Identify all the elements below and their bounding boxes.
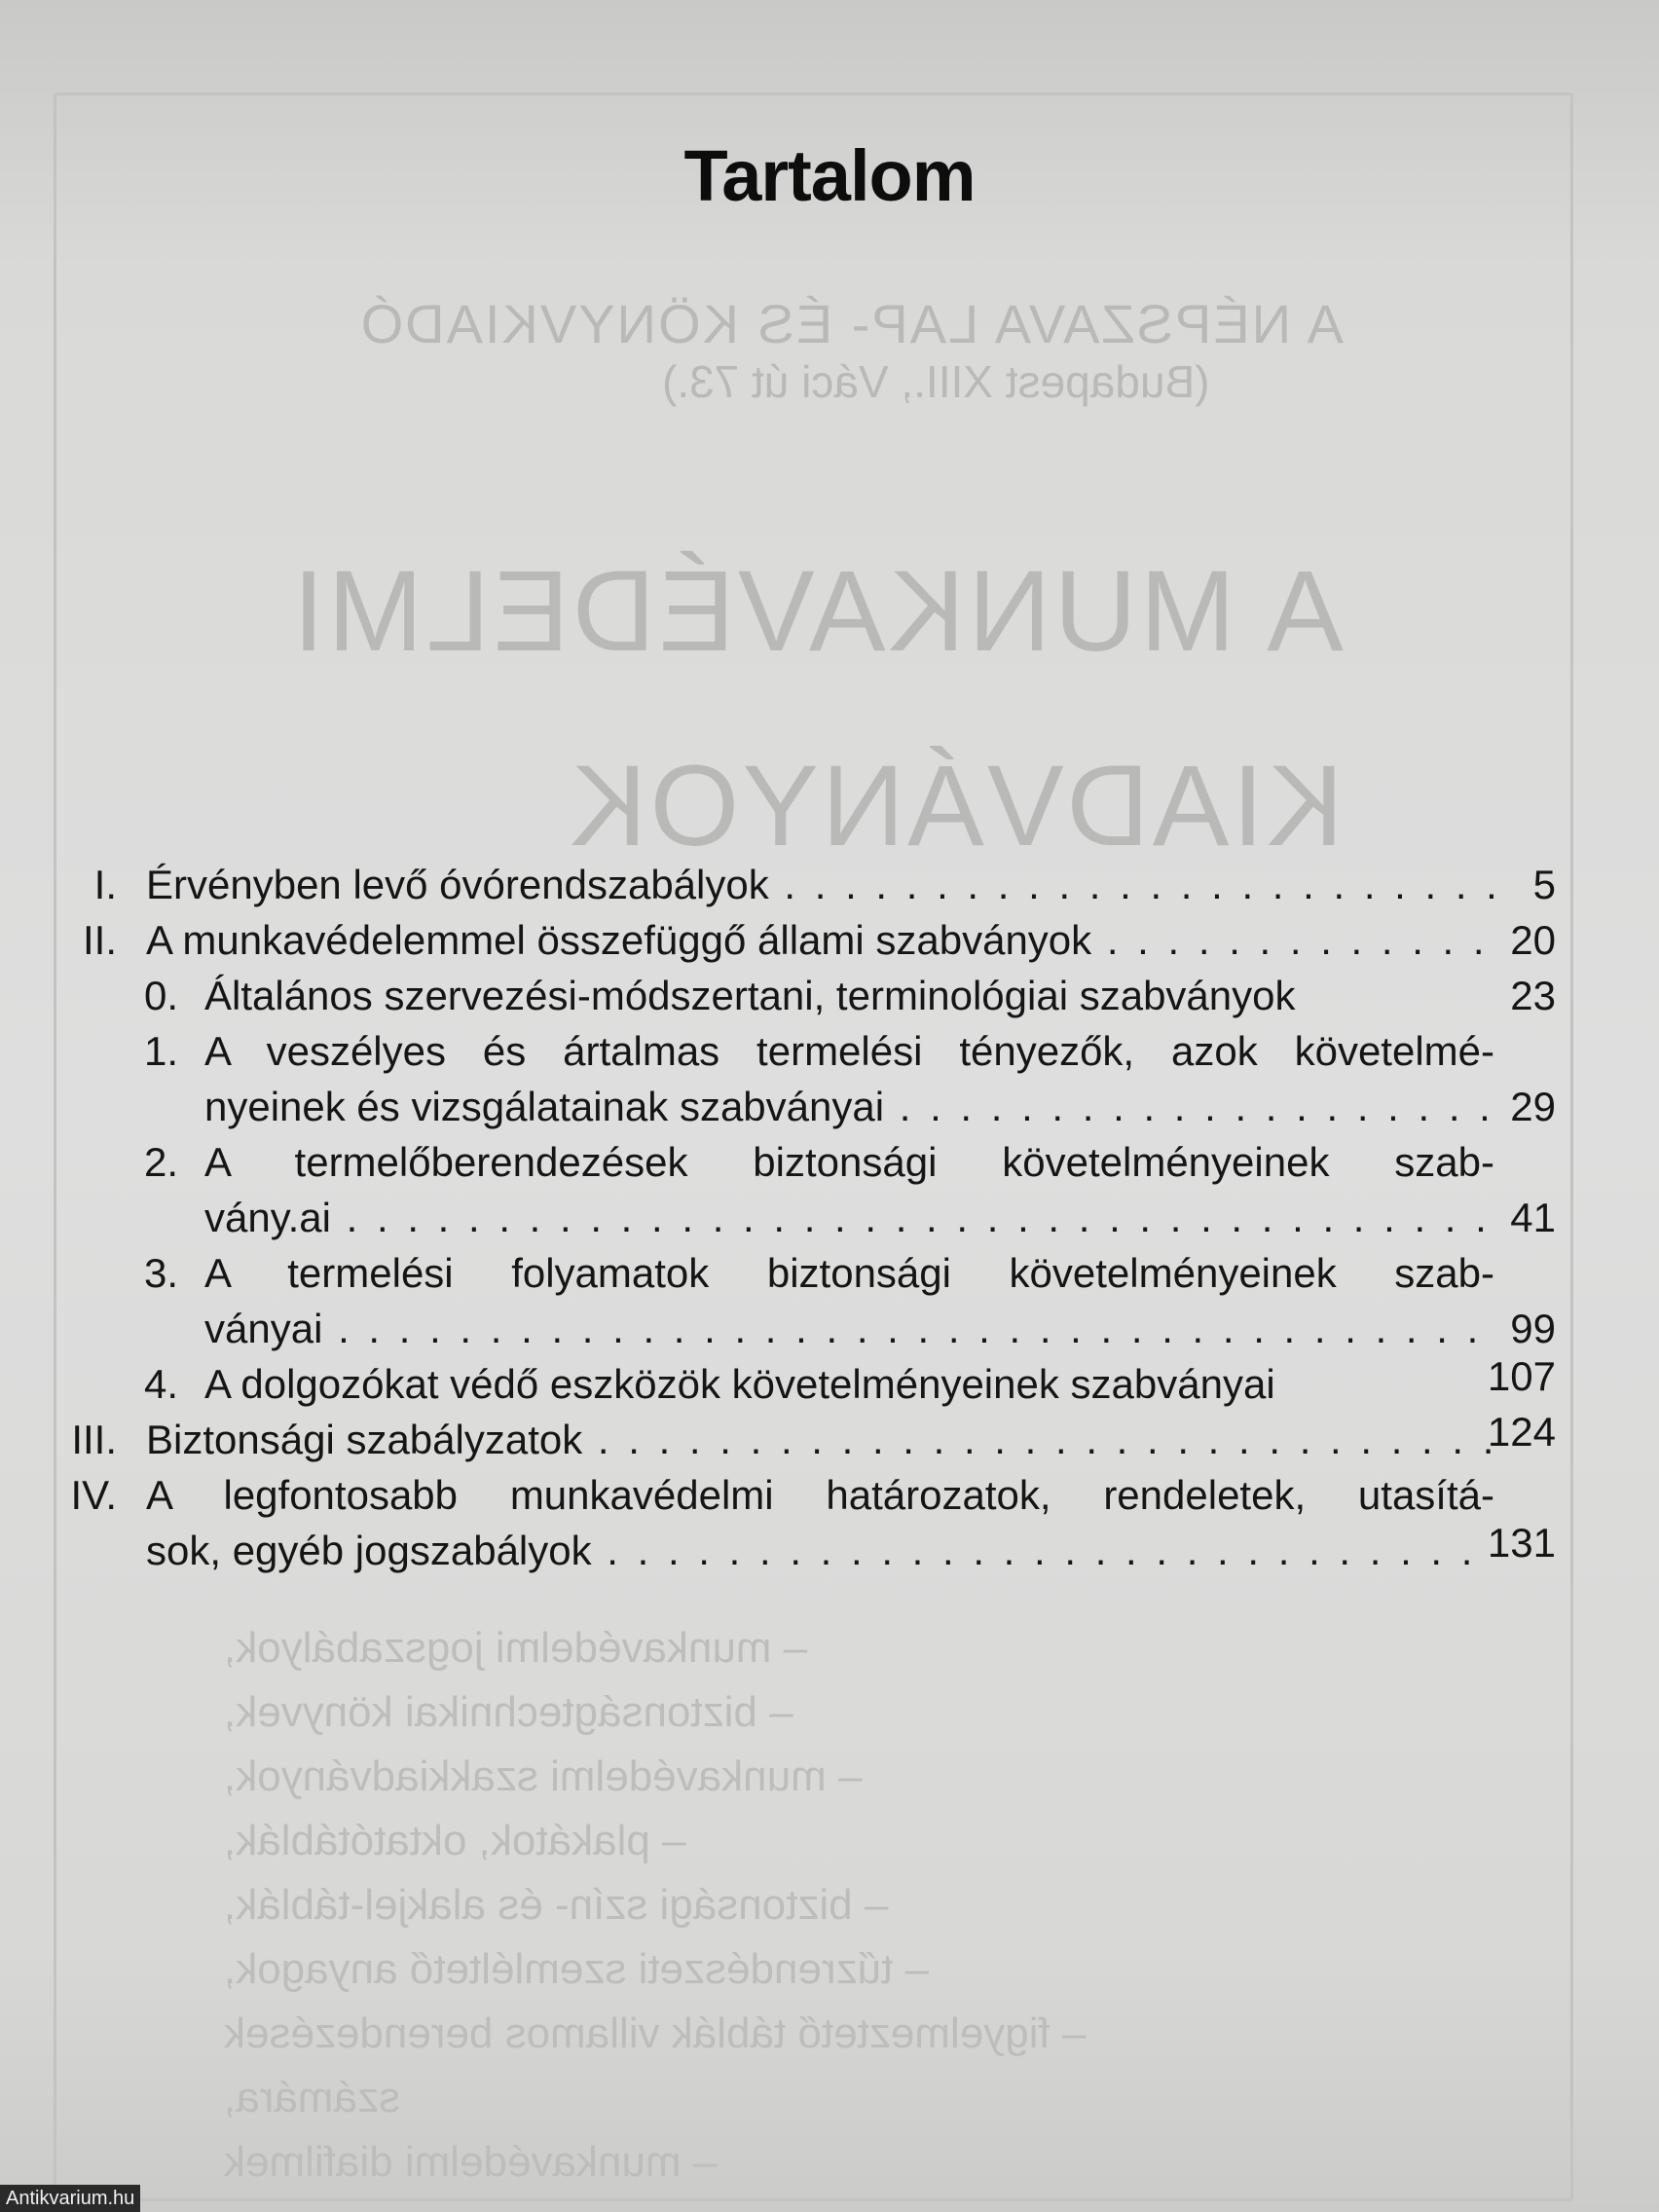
toc-entry-page: 20 [1510,917,1556,963]
toc-entry-page: 29 [1510,1084,1556,1129]
bleed-through-list-item: – biztonsági szín- és alakjel-táblák, [224,1881,889,1929]
toc-entry-title: Biztonsági szabályzatok . . . [146,1412,1494,1467]
toc-entry-number: III. [71,1417,117,1462]
bleed-through-publisher: A NÉPSZAVA LAP- ÉS KÖNYVKIADÓ [358,293,1344,354]
page-title: Tartalom [683,134,976,216]
bleed-through-list-item: – munkavédelmi jogszabályok, [224,1624,808,1672]
toc-entry-title-line-2: vány.ai . . . [204,1190,1494,1245]
toc-entry-number: 1. [144,1028,179,1074]
toc-entry-ii-2 [56,1134,1556,1245]
toc-entry-ii-0 [56,968,1556,1023]
toc-entry-page: 99 [1510,1306,1556,1351]
bleed-through-list-item: – tűzrendészeti szemléltető anyagok, [224,1945,929,1993]
toc-entry-title-line-1: A legfontosabb munkavédelmi határozatok, rendeletek, utasítá- [146,1472,1494,1518]
toc-entry-number: I. [93,862,117,907]
toc-entry-title-line-2: ványai . . . [204,1301,1494,1356]
toc-entry-ii-4 [56,1353,1556,1412]
bleed-through-list-item: – biztonságtechnikai könyvek, [224,1688,793,1736]
toc-entry-page: 5 [1532,862,1556,907]
toc-entry-page: 124 [1487,1409,1556,1455]
toc-entry-title-line-1: A termelőberendezések biztonsági követelményeinek szab- [204,1139,1494,1185]
toc-entry-page: 23 [1510,973,1556,1018]
toc-entry-ii-3 [56,1245,1556,1356]
bleed-through-address: (Budapest XIII., Váci út 73.) [662,356,1210,407]
toc-entry-title: Általános szervezési-módszertani, terminológiai szabványok [204,973,1296,1018]
toc-entry-number: II. [82,917,117,963]
toc-entry-title: Érvényben levő óvórendszabályok . . . [146,857,1494,912]
bleed-through-list-item: – plakátok, oktatótáblák, [224,1817,686,1864]
toc-entry-iii [56,1409,1556,1467]
bleed-through-list-item: – figyelmeztető táblák villamos berendezések [224,2009,1087,2057]
toc-entry-title-line-2: nyeinek és vizsgálatainak szabványai . . . [204,1079,1494,1134]
bleed-through-list-item: számára, [224,2074,400,2121]
toc-entry-title-line-2: sok, egyéb jogszabályok . . . [146,1523,1494,1578]
bleed-through-heading-2: KIADVÁNYOK [567,742,1344,870]
bleed-through-list-item: – munkavédelmi diafilmek [224,2138,718,2186]
toc-entry-page: 131 [1487,1520,1556,1566]
toc-entry-title-line-1: A termelési folyamatok biztonsági követelményeinek szab- [204,1250,1494,1296]
toc-entry-number: 0. [144,973,179,1018]
toc-entry-page: 41 [1510,1195,1556,1240]
toc-entry-page: 107 [1487,1353,1556,1399]
bleed-through-list [224,1616,1353,2194]
toc-entry-title: A dolgozókat védő eszközök követelményeinek szabványai [204,1361,1275,1407]
toc-entry-ii-1 [56,1023,1556,1134]
toc-entry-title-line-1: A veszélyes és ártalmas termelési tényezők, azok követelmé- [204,1028,1494,1074]
toc-entry-ii [56,912,1556,968]
toc-entry-number: IV. [70,1472,117,1518]
toc-entry-iv [56,1467,1556,1578]
toc-entry-number: 3. [144,1250,179,1296]
toc-entry-i [56,857,1556,912]
bleed-through-heading-1: A MUNKAVÉDELMI [289,547,1344,676]
toc-entry-number: 4. [144,1361,179,1407]
source-watermark: Antikvarium.hu [0,2185,140,2212]
toc-entry-number: 2. [144,1139,179,1185]
table-of-contents [56,857,1556,1578]
toc-entry-title: A munkavédelemmel összefüggő állami szabványok . . . [146,912,1494,968]
bleed-through-list-item: – munkavédelmi szakkiadványok, [224,1752,863,1800]
